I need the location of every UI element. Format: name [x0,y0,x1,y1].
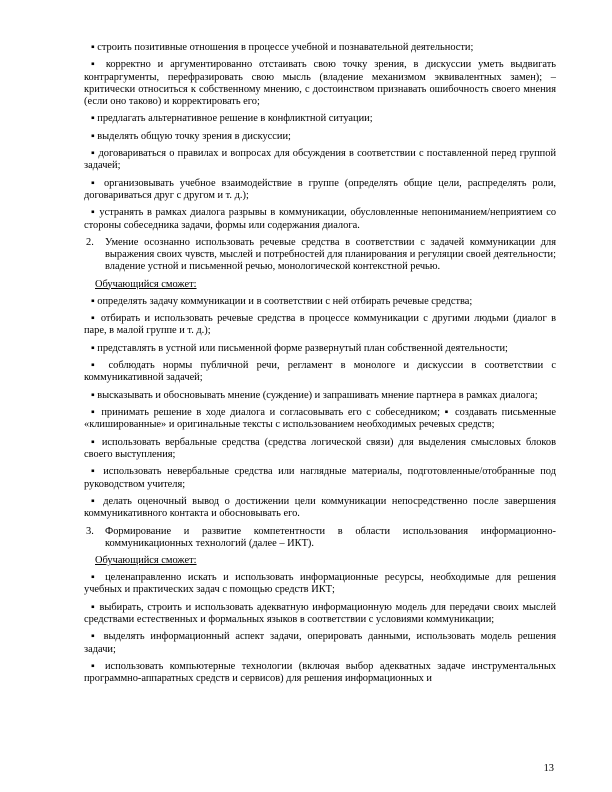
bullet-item: ▪ использовать компьютерные технологии (включая выбор адекватных задаче инструментальных программно-аппаратных средств и сервисов) для решения информационных и [84,661,556,685]
bullet-item: ▪ устранять в рамках диалога разрывы в коммуникации, обусловленные непониманием/неприятием со стороны собеседника задачи, формы или содержания диалога. [84,207,556,231]
item-number: 3. [86,525,94,537]
subheading: Обучающийся сможет: [95,278,197,290]
document-body [84,42,556,690]
bullet-item: ▪ выделять общую точку зрения в дискуссии; [84,131,556,143]
item-number: 2. [86,236,94,248]
bullet-item: ▪ делать оценочный вывод о достижении цели коммуникации непосредственно после завершения коммуникативного контакта и обосновывать его. [84,496,556,520]
bullet-item: ▪ выделять информационный аспект задачи, оперировать данными, использовать модель решения задачи; [84,631,556,655]
bullet-item: ▪ предлагать альтернативное решение в конфликтной ситуации; [84,113,556,125]
bullet-item: ▪ представлять в устной или письменной форме развернутый план собственной деятельности; [84,343,556,355]
subheading: Обучающийся сможет: [95,554,197,566]
bullet-item: ▪ отбирать и использовать речевые средства в процессе коммуникации с другими людьми (диалог в паре, в малой группе и т. д.); [84,313,556,337]
bullet-item: ▪ определять задачу коммуникации и в соответствии с ней отбирать речевые средства; [84,296,556,308]
numbered-item [84,526,556,550]
numbered-item [84,237,556,274]
bullet-item: ▪ договариваться о правилах и вопросах для обсуждения в соответствии с поставленной перед группой задачей; [84,148,556,172]
bullet-item: ▪ использовать вербальные средства (средства логической связи) для выделения смысловых блоков своего выступления; [84,437,556,461]
bullet-item: ▪ строить позитивные отношения в процессе учебной и познавательной деятельности; [84,42,556,54]
bullet-item: ▪ целенаправленно искать и использовать информационные ресурсы, необходимые для решения учебных и практических задач с помощью средств ИКТ; [84,572,556,596]
bullet-item: ▪ выбирать, строить и использовать адекватную информационную модель для передачи своих мыслей средствами естественных и формальных языков в соответствии с условиями коммуникации; [84,602,556,626]
page-number: 13 [543,763,554,774]
bullet-item: ▪ использовать невербальные средства или наглядные материалы, подготовленные/отобранные под руководством учителя; [84,466,556,490]
bullet-item: ▪ корректно и аргументированно отстаивать свою точку зрения, в дискуссии уметь выдвигать контраргументы, перефразировать свою мысль (владение механизмом эквивалентных замен); – критически относиться к собственному мнению, с достоинством признавать ошибочность своего мнения (если оно таково) и корректировать его; [84,59,556,108]
item-text: Умение осознанно использовать речевые средства в соответствии с задачей коммуникации для выражения своих чувств, мыслей и потребностей для планирования и регуляции своей деятельности; владение устной и письменной речью, монологической контекстной речью. [105,236,556,273]
bullet-item: ▪ высказывать и обосновывать мнение (суждение) и запрашивать мнение партнера в рамках диалога; [84,390,556,402]
item-text: Формирование и развитие компетентности в области использования информационно-коммуникационных технологий (далее – ИКТ). [105,525,556,549]
bullet-item: ▪ организовывать учебное взаимодействие в группе (определять общие цели, распределять роли, договариваться друг с другом и т. д.); [84,178,556,202]
bullet-item: ▪ принимать решение в ходе диалога и согласовывать его с собеседником; ▪ создавать письменные «клишированные» и оригинальные тексты с использованием необходимых речевых средств; [84,407,556,431]
bullet-item: ▪ соблюдать нормы публичной речи, регламент в монологе и дискуссии в соответствии с коммуникативной задачей; [84,360,556,384]
